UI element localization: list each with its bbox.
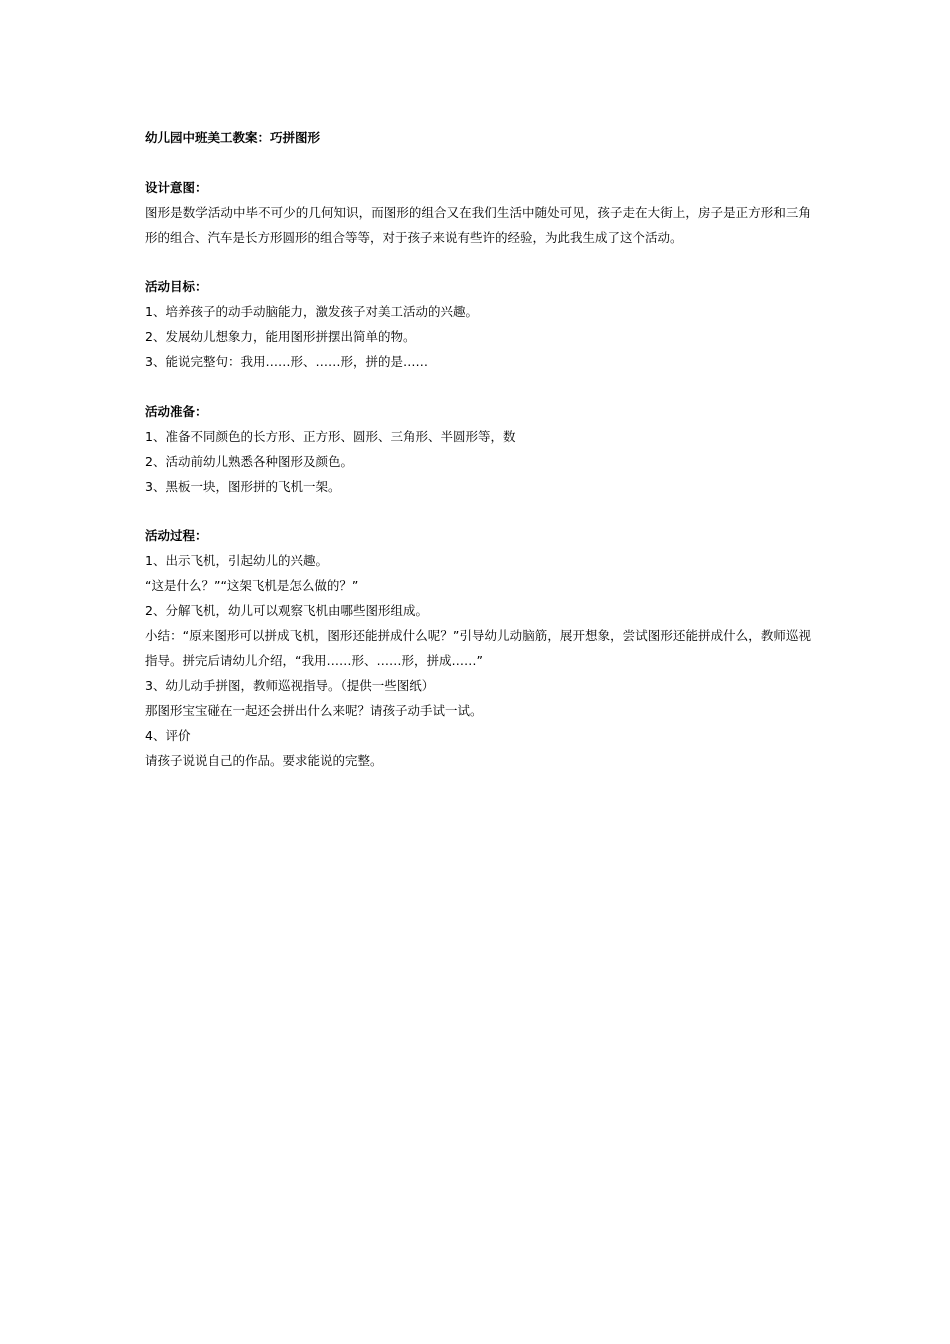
process-line: “这是什么？”“这架飞机是怎么做的？” — [145, 578, 359, 594]
goals-heading: 活动目标： — [145, 279, 208, 295]
design-intent-text: 图形是数学活动中毕不可少的几何知识，而图形的组合又在我们生活中随处可见，孩子走在大街上，房子是正方形和三角形的组合、汽车是长方形圆形的组合等等，对于孩子来说有些许的经验，为此我生成了这个活动。 — [145, 204, 811, 245]
preparation-item: 2、活动前幼儿熟悉各种图形及颜色。 — [145, 453, 353, 469]
process-line: 4、评价 — [145, 727, 191, 743]
goal-item: 1、培养孩子的动手动脑能力，激发孩子对美工活动的兴趣。 — [145, 304, 478, 320]
process-line: 请孩子说说自己的作品。要求能说的完整。 — [145, 752, 383, 768]
spacer — [145, 500, 811, 525]
process-line: 1、出示飞机，引起幼儿的兴趣。 — [145, 553, 328, 569]
process-line: 3、幼儿动手拼图，教师巡视指导。（提供一些图纸） — [145, 677, 435, 693]
preparation-item: 3、黑板一块，图形拼的飞机一架。 — [145, 478, 341, 494]
spacer — [145, 151, 811, 176]
goal-item: 2、发展幼儿想象力，能用图形拼摆出简单的物。 — [145, 329, 416, 345]
process-line: 那图形宝宝碰在一起还会拼出什么来呢？请孩子动手试一试。 — [145, 702, 483, 718]
document-title: 幼儿园中班美工教案：巧拼图形 — [145, 130, 321, 145]
document-page — [145, 126, 811, 774]
preparation-item: 1、准备不同颜色的长方形、正方形、圆形、三角形、半圆形等，数 — [145, 428, 516, 444]
process-line: 2、分解飞机，幼儿可以观察飞机由哪些图形组成。 — [145, 603, 428, 619]
spacer — [145, 251, 811, 276]
spacer — [145, 375, 811, 400]
process-heading: 活动过程： — [145, 528, 208, 544]
goal-item: 3、能说完整句：我用……形、……形，拼的是…… — [145, 354, 428, 370]
process-summary: 小结：“原来图形可以拼成飞机，图形还能拼成什么呢？”引导幼儿动脑筋，展开想象，尝试图形还能拼成什么，教师巡视指导。拼完后请幼儿介绍，“我用……形、……形，拼成……” — [145, 628, 811, 668]
preparation-heading: 活动准备： — [145, 403, 208, 419]
design-intent-heading: 设计意图： — [145, 179, 208, 195]
